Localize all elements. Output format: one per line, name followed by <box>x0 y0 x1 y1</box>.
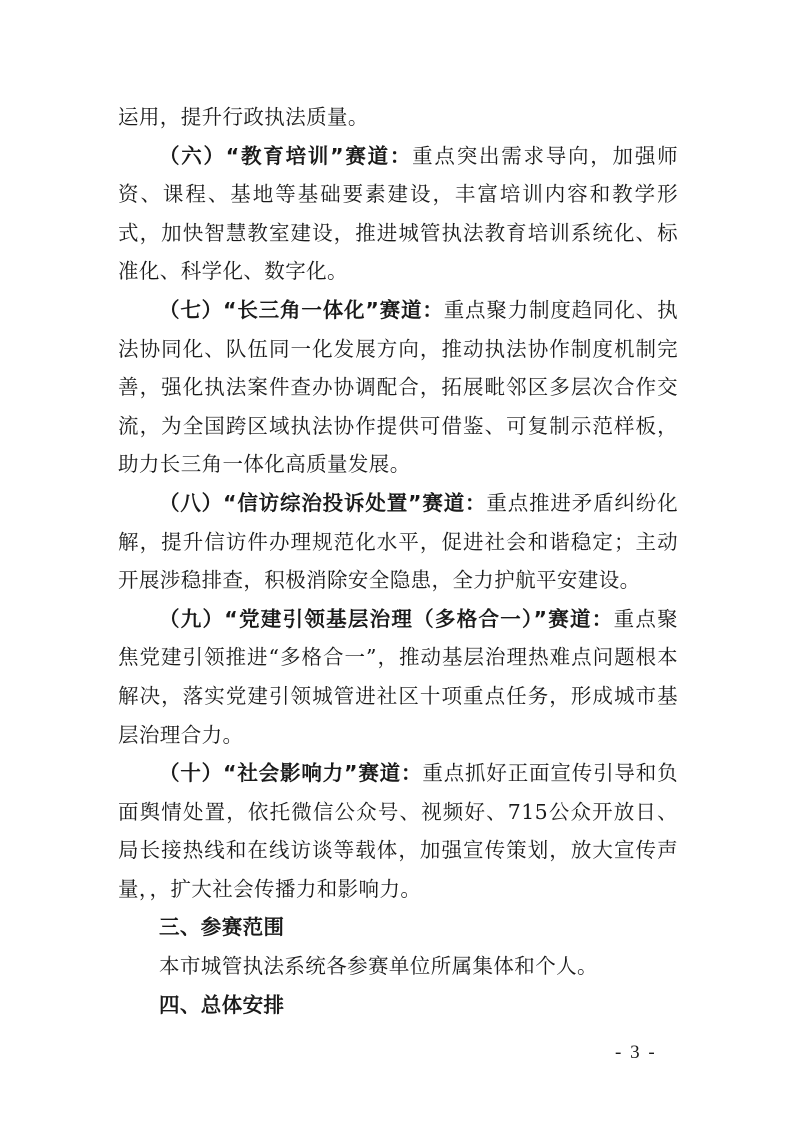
section-body: 重点突出需求导向，加强师资、课程、基地等基础要素建设，丰富培训内容和教学形式，加快智慧教室建设，推进城管执法教育培训系统化、标准化、科学化、数字化。 <box>118 143 678 284</box>
section-body: 重点聚焦党建引领推进“多格合一”，推动基层治理热难点问题根本解决，落实党建引领城管进社区十项重点任务，形成城市基层治理合力。 <box>118 606 678 747</box>
heading-scope: 三、参赛范围 <box>159 915 285 940</box>
heading-arrangement: 四、总体安排 <box>159 992 285 1017</box>
section-lead: （六）“教育培训”赛道： <box>159 143 413 168</box>
section-lead: （七）“长三角一体化”赛道： <box>159 297 444 322</box>
section-lead: （十）“社会影响力”赛道： <box>159 761 423 786</box>
section-lead: （八）“信访综治投诉处置”赛道： <box>159 490 487 515</box>
section-lead: （九）“党建引领基层治理（多格合一）”赛道： <box>159 606 614 631</box>
section-body: 重点抓好正面宣传引导和负面舆情处置，依托微信公众号、视频好、715公众开放日、局长接热线和在线访谈等载体，加强宣传策划，放大宣传声量，，扩大社会传播力和影响力。 <box>118 761 678 901</box>
section-seven <box>118 291 678 484</box>
section-eight <box>118 484 678 600</box>
continuation-paragraph: 运用，提升行政执法质量。 <box>118 105 369 129</box>
section-body: 重点聚力制度趋同化、执法协同化、队伍同一化发展方向，推动执法协作制度机制完善，强化执法案件查办协调配合，拓展毗邻区多层次合作交流，为全国跨区域执法协作提供可借鉴、可复制示范样板，助力长三角一体化高质量发展。 <box>118 297 678 477</box>
section-body: 重点推进矛盾纠纷化解，提升信访件办理规范化水平，促进社会和谐稳定；主动开展涉稳排查，积极消除安全隐患，全力护航平安建设。 <box>118 490 678 593</box>
section-six <box>118 137 678 291</box>
page-number: - 3 - <box>615 1042 657 1063</box>
section-ten <box>118 754 678 908</box>
section-nine <box>118 600 678 754</box>
document-body <box>118 98 678 1024</box>
scope-paragraph: 本市城管执法系统各参赛单位所属集体和个人。 <box>159 954 598 979</box>
